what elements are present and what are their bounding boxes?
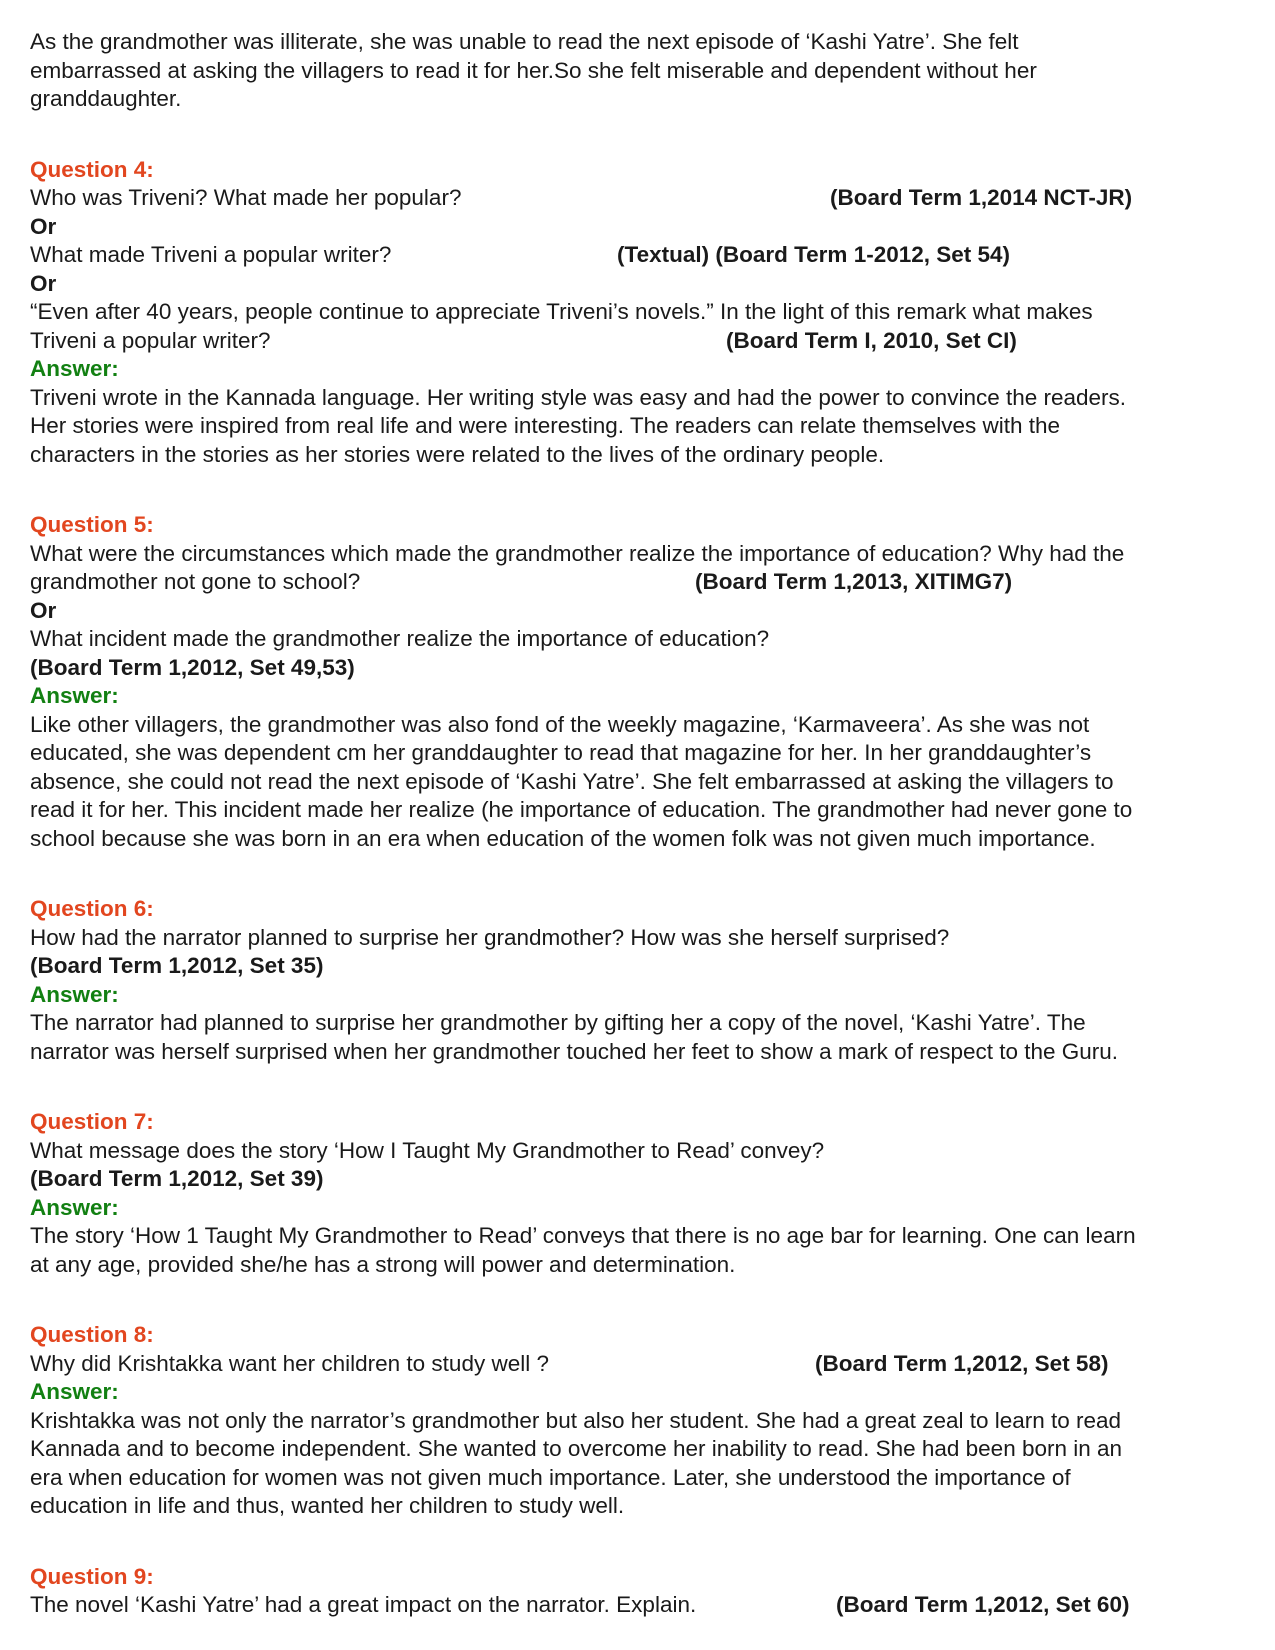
question-text: What made Triveni a popular writer? [30, 242, 392, 267]
intro-line: embarrassed at asking the villagers to read it for her.So she felt miserable and dependent without her [30, 57, 1037, 83]
question-9 [30, 1563, 1250, 1620]
intro-line: granddaughter. [30, 86, 182, 111]
or-divider: Or [30, 597, 57, 623]
source-citation: (Board Term 1,2012, Set 49,53) [30, 654, 355, 680]
answer-line: Her stories were inspired from real life and were interesting. The readers can relate themselves with the [30, 413, 1061, 438]
answer-line: education in life and thus, wanted her children to study well. [30, 1493, 625, 1518]
answer-line: Triveni wrote in the Kannada language. Her writing style was easy and had the power to convince the readers. [30, 384, 1127, 410]
answer-line: characters in the stories as her stories were related to the lives of the ordinary people. [30, 441, 885, 467]
intro-paragraph [30, 28, 1250, 114]
source-citation: (Board Term 1,2012, Set 39) [30, 1166, 324, 1191]
question-text: The novel ‘Kashi Yatre’ had a great impact on the narrator. Explain. [30, 1592, 697, 1617]
question-8 [30, 1321, 1250, 1521]
question-heading: Question 4: [30, 156, 154, 182]
answer-line: at any age, provided she/he has a strong will power and determination. [30, 1251, 736, 1277]
question-4 [30, 156, 1250, 470]
question-heading: Question 8: [30, 1322, 154, 1347]
answer-line: The narrator had planned to surprise her grandmother by gifting her a copy of the novel, ‘Kashi Yatre’. The [30, 1010, 1086, 1035]
answer-label: Answer: [30, 683, 119, 708]
question-line [30, 568, 1250, 597]
question-line [30, 327, 1250, 356]
source-citation: (Board Term 1,2012, Set 60) [836, 1592, 1130, 1617]
answer-label: Answer: [30, 356, 119, 381]
question-7 [30, 1108, 1250, 1279]
question-text: How had the narrator planned to surprise her grandmother? How was she herself surprised? [30, 924, 950, 950]
question-text: What message does the story ‘How I Taught My Grandmother to Read’ convey? [30, 1137, 825, 1163]
question-text: Triveni a popular writer? [30, 327, 271, 353]
question-text: What were the circumstances which made the grandmother realize the importance of education? Why had the [30, 540, 1125, 566]
question-heading: Question 9: [30, 1563, 154, 1589]
answer-line: educated, she was dependent cm her granddaughter to read that magazine for her. In her granddaughter’s [30, 740, 1092, 765]
answer-label: Answer: [30, 1379, 119, 1404]
question-text: What incident made the grandmother realize the importance of education? [30, 626, 770, 651]
question-text: Why did Krishtakka want her children to study well ? [30, 1350, 549, 1376]
source-citation: (Board Term I, 2010, Set CI) [726, 327, 1017, 353]
answer-label: Answer: [30, 1194, 119, 1220]
source-citation: (Board Term 1,2012, Set 58) [815, 1350, 1109, 1376]
question-text: Who was Triveni? What made her popular? [30, 185, 462, 210]
question-text: grandmother not gone to school? [30, 569, 361, 594]
question-6 [30, 895, 1250, 1066]
or-divider: Or [30, 270, 57, 296]
question-text: “Even after 40 years, people continue to appreciate Triveni’s novels.” In the light of this remark what makes [30, 299, 1093, 324]
answer-line: Krishtakka was not only the narrator’s grandmother but also her student. She had a great zeal to learn to read [30, 1407, 1122, 1433]
answer-line: absence, she could not read the next episode of ‘Kashi Yatre’. She felt embarrassed at asking the villagers to [30, 768, 1114, 794]
question-line [30, 184, 1250, 213]
source-citation: (Textual) (Board Term 1-2012, Set 54) [617, 242, 1011, 267]
source-citation: (Board Term 1,2012, Set 35) [30, 953, 324, 978]
or-divider: Or [30, 213, 57, 239]
question-5 [30, 511, 1250, 853]
source-citation: (Board Term 1,2014 NCT-JR) [830, 185, 1133, 210]
answer-line: era when education for women was not given much importance. Later, she understood the importance of [30, 1464, 1071, 1490]
question-line [30, 1591, 1250, 1620]
answer-line: Kannada and to become independent. She wanted to overcome her inability to read. She had been born in an [30, 1436, 1123, 1461]
intro-line: As the grandmother was illiterate, she was unable to read the next episode of ‘Kashi Yatre’. She felt [30, 29, 1019, 54]
answer-line: Like other villagers, the grandmother was also fond of the weekly magazine, ‘Karmaveera’. As she was not [30, 711, 1090, 737]
answer-line: narrator was herself surprised when her grandmother touched her feet to show a mark of respect to the Guru. [30, 1038, 1119, 1064]
question-line [30, 1350, 1250, 1379]
document-page [30, 28, 1250, 1620]
answer-line: read it for her. This incident made her realize (he importance of education. The grandmother had never gone to [30, 797, 1133, 822]
question-heading: Question 7: [30, 1109, 154, 1134]
question-heading: Question 6: [30, 896, 154, 921]
answer-label: Answer: [30, 981, 119, 1007]
source-citation: (Board Term 1,2013, XITIMG7) [695, 569, 1013, 594]
answer-line: school because she was born in an era when education of the women folk was not given much importance. [30, 825, 1096, 851]
answer-line: The story ‘How 1 Taught My Grandmother to Read’ conveys that there is no age bar for learning. One can learn [30, 1223, 1136, 1248]
question-heading: Question 5: [30, 512, 154, 537]
question-line [30, 241, 1250, 270]
